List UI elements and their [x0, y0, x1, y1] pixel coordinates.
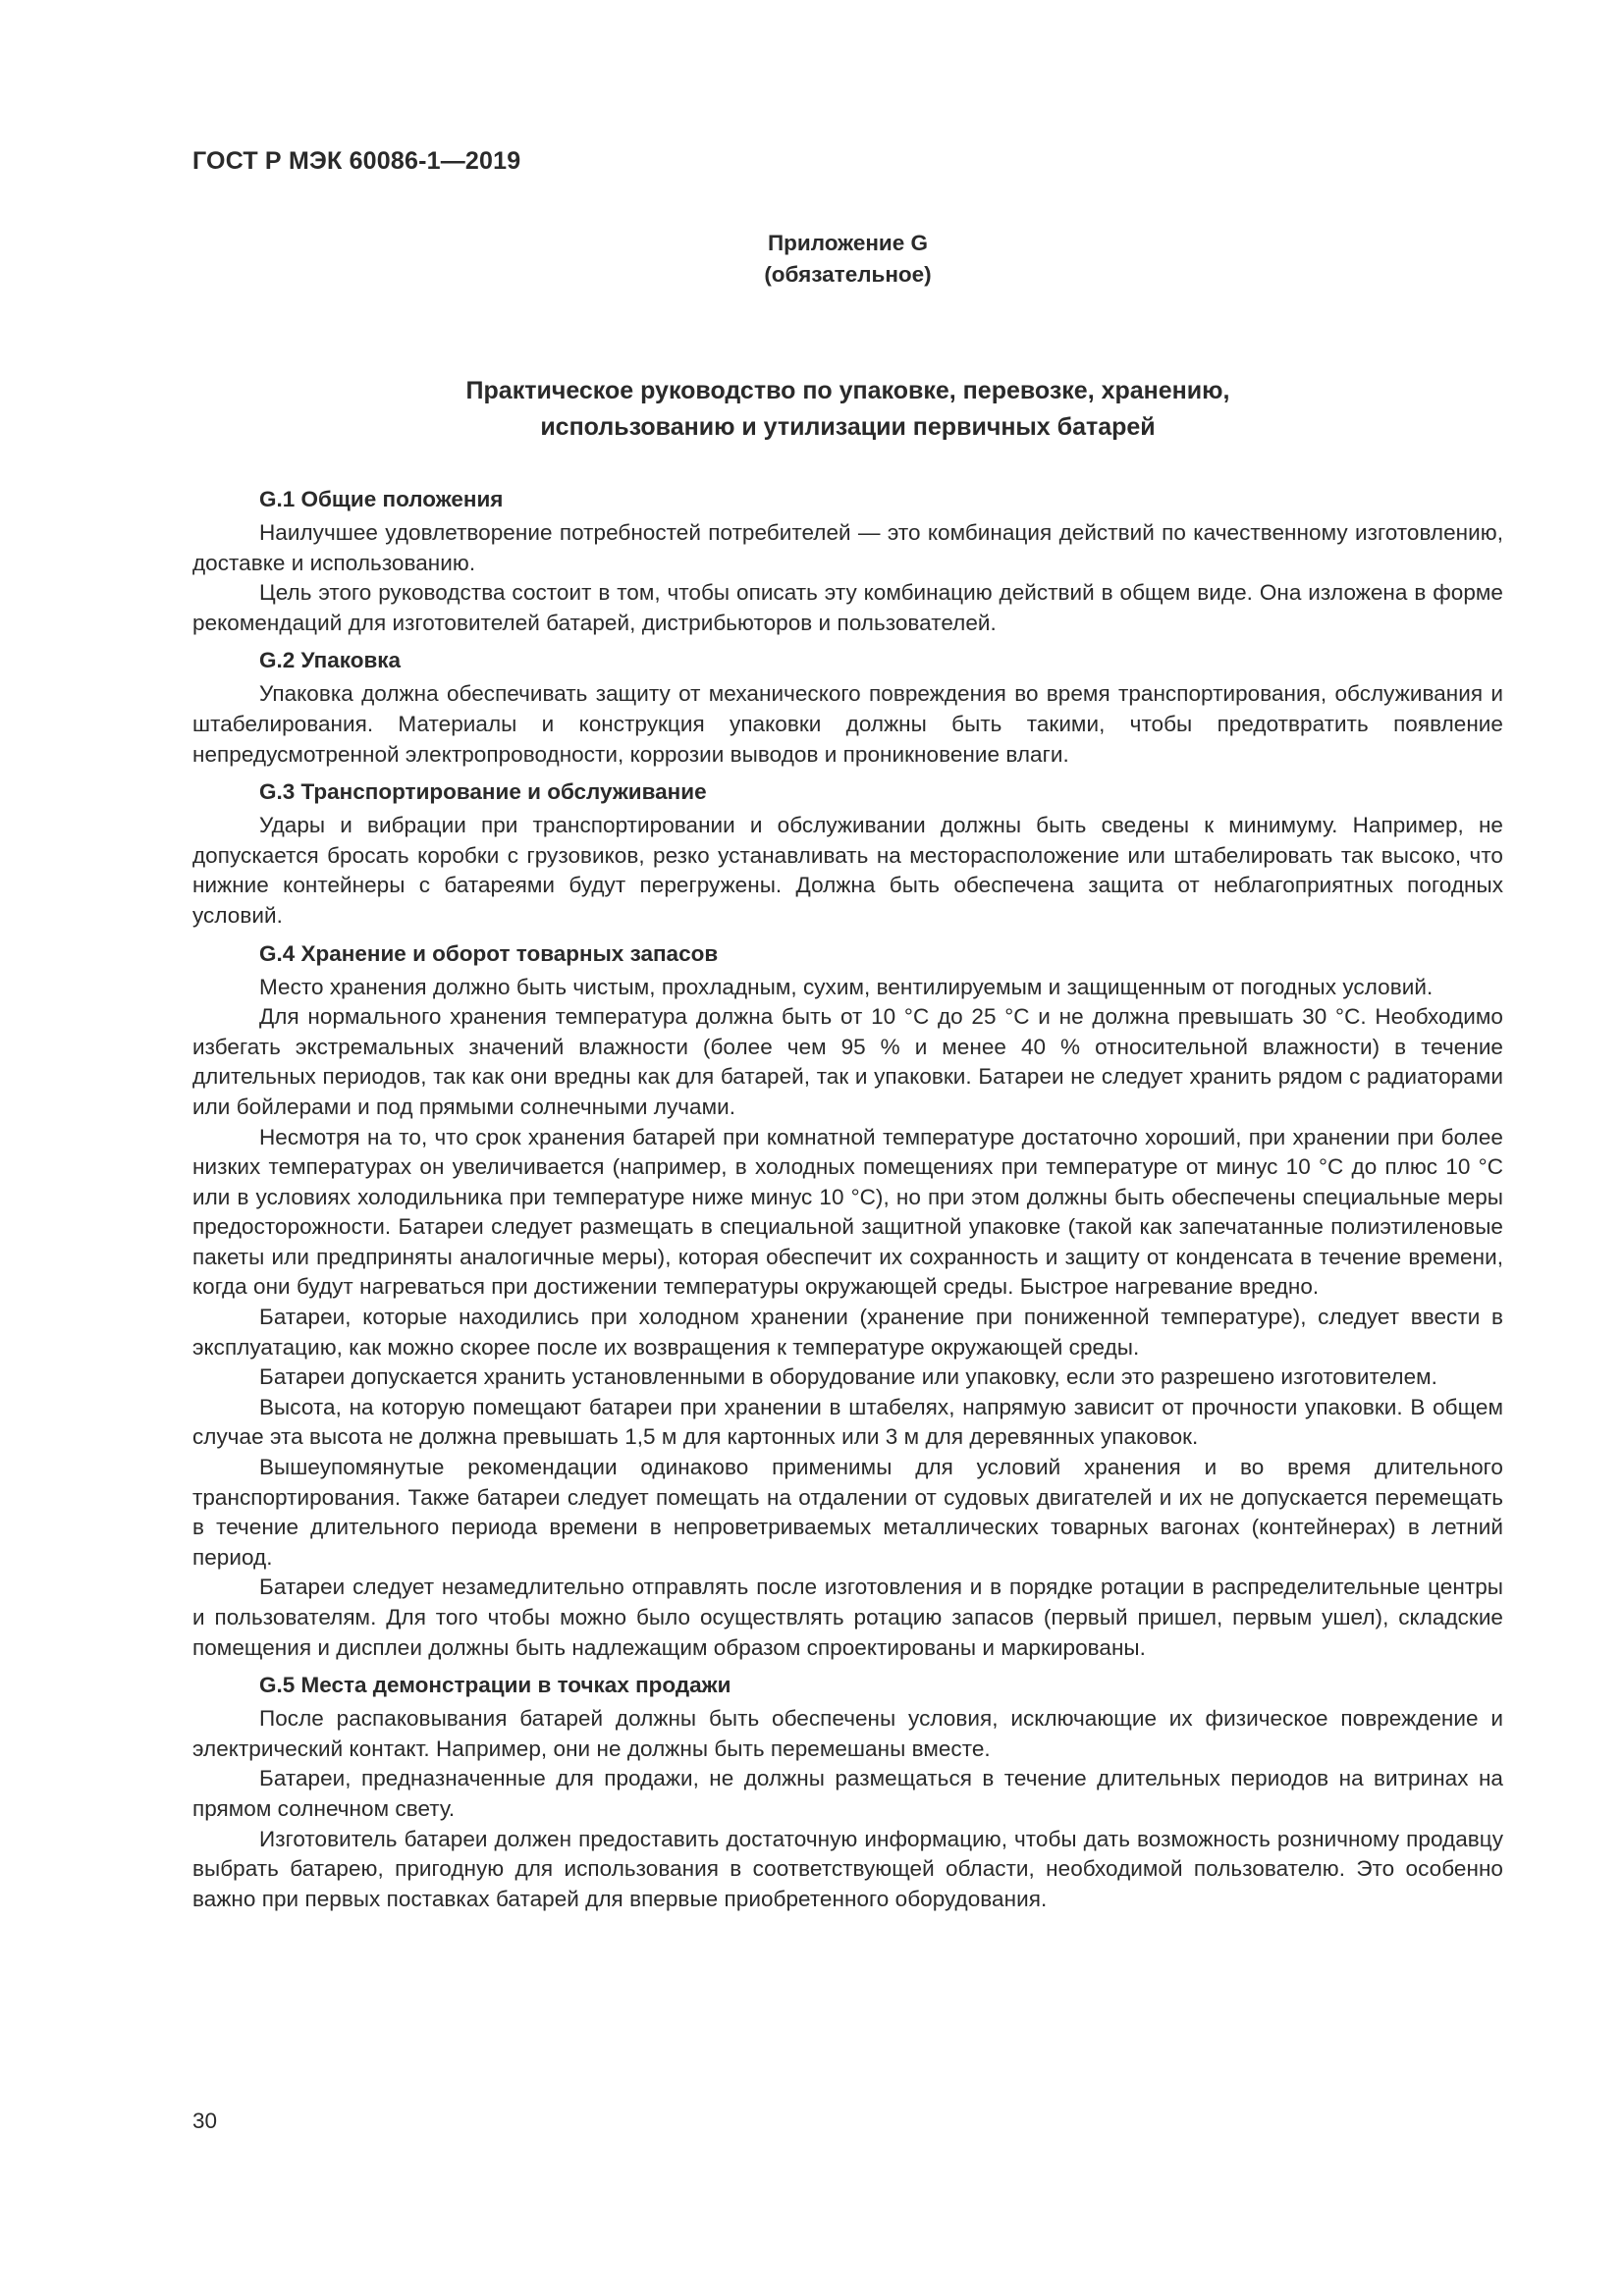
paragraph: Батареи, которые находились при холодном хранении (хранение при пониженной температуре), следует ввести в эксплуатацию, как можно скорее после их возвращения к температуре окружающей среды.: [192, 1305, 1503, 1360]
appendix-heading: [192, 228, 1503, 291]
appendix-status: (обязательное): [764, 262, 932, 287]
paragraph: Батареи следует незамедлительно отправлять после изготовления и в порядке ротации в распределительные центры и пользователям. Для того чтобы можно было осуществлять ротацию запасов (первый пришел, первым ушел), складские помещения и дисплеи должны быть надлежащим образом спроектированы и маркированы.: [192, 1575, 1503, 1660]
paragraph: Батареи, предназначенные для продажи, не должны размещаться в течение длительных периодов на витринах на прямом солнечном свету.: [192, 1766, 1503, 1821]
appendix-label: Приложение G: [767, 231, 929, 255]
paragraph: Изготовитель батареи должен предоставить достаточную информацию, чтобы дать возможность розничному продавцу выбрать батарею, пригодную для использования в соответствующей области, необходимой пользователю. Это особенно важно при первых поставках батарей для впервые приобретенного оборудования.: [192, 1826, 1503, 1911]
paragraph: Несмотря на то, что срок хранения батарей при комнатной температуре достаточно хороший, при хранении при более низких температурах он увеличивается (например, в холодных помещениях при температуре от минус 10 °C до плюс 10 °C или в условиях холодильника при температуре ниже минус 10 °C), но при этом должны быть обеспечены специальные меры предосторожности. Батареи следует размещать в специальной защитной упаковке (такой как запечатанные полиэтиленовые пакеты или предприняты аналогичные меры), которая обеспечит их сохранность и защиту от конденсата в течение времени, когда они будут нагреваться при достижении температуры окружающей среды. Быстрое нагревание вредно.: [192, 1124, 1503, 1300]
appendix-title-line-2: использованию и утилизации первичных батарей: [540, 413, 1156, 441]
section-g1: [192, 481, 1503, 638]
appendix-title: [192, 373, 1503, 446]
paragraph: После распаковывания батарей должны быть обеспечены условия, исключающие их физическое повреждение и электрический контакт. Например, они не должны быть перемешаны вместе.: [192, 1706, 1503, 1761]
document-code: ГОСТ Р МЭК 60086-1—2019: [192, 147, 521, 175]
section-g3: [192, 770, 1503, 931]
paragraph: Вышеупомянутые рекомендации одинаково применимы для условий хранения и во время длительного транспортирования. Также батареи следует помещать на отдалении от судовых двигателей и их не допускается перемещать в течение длительного периода времени в непроветриваемых металлических товарных вагонах (контейнерах) в летний период.: [192, 1455, 1503, 1570]
paragraph: Высота, на которую помещают батареи при хранении в штабелях, напрямую зависит от прочности упаковки. В общем случае эта высота не должна превышать 1,5 м для картонных или 3 м для деревянных упаковок.: [192, 1394, 1503, 1450]
document-body: [192, 481, 1503, 1914]
section-heading: G.1 Общие положения: [259, 487, 504, 511]
section-heading: G.3 Транспортирование и обслуживание: [259, 779, 707, 805]
section-g5: [192, 1663, 1503, 1914]
paragraph: Батареи допускается хранить установленными в оборудование или упаковку, если это разрешено изготовителем.: [259, 1364, 1437, 1390]
paragraph: Для нормального хранения температура должна быть от 10 °C до 25 °C и не должна превышать 30 °C. Необходимо избегать экстремальных значений влажности (более чем 95 % и менее 40 % относительной влажности) в течение длительных периодов, так как они вредны как для батарей, так и упаковки. Батареи не следует хранить рядом с радиаторами или бойлерами и под прямыми солнечными лучами.: [192, 1004, 1503, 1119]
section-heading: G.4 Хранение и оборот товарных запасов: [259, 940, 719, 966]
paragraph: Удары и вибрации при транспортировании и обслуживании должны быть сведены к минимуму. Например, не допускается бросать коробки с грузовиков, резко устанавливать на месторасположение или штабелировать так высоко, что нижние контейнеры с батареями будут перегружены. Должна быть обеспечена защита от неблагоприятных погодных условий.: [192, 813, 1503, 928]
appendix-title-line-1: Практическое руководство по упаковке, перевозке, хранению,: [465, 377, 1230, 404]
paragraph: Упаковка должна обеспечивать защиту от механического повреждения во время транспортирования, обслуживания и штабелирования. Материалы и конструкция упаковки должны быть такими, чтобы предотвратить появление непредусмотренной электропроводности, коррозии выводов и проникновение влаги.: [192, 681, 1503, 767]
paragraph: Место хранения должно быть чистым, прохладным, сухим, вентилируемым и защищенным от погодных условий.: [259, 974, 1434, 999]
paragraph: Наилучшее удовлетворение потребностей потребителей — это комбинация действий по качественному изготовлению, доставке и использованию.: [192, 520, 1503, 575]
section-heading: G.2 Упаковка: [259, 648, 402, 673]
section-g2: [192, 638, 1503, 770]
section-g4: [192, 932, 1503, 1664]
paragraph: Цель этого руководства состоит в том, чтобы описать эту комбинацию действий в общем виде. Она изложена в форме рекомендаций для изготовителей батарей, дистрибьюторов и пользователей.: [192, 580, 1503, 635]
section-heading: G.5 Места демонстрации в точках продажи: [259, 1673, 731, 1698]
page-number: 30: [192, 2109, 218, 2133]
